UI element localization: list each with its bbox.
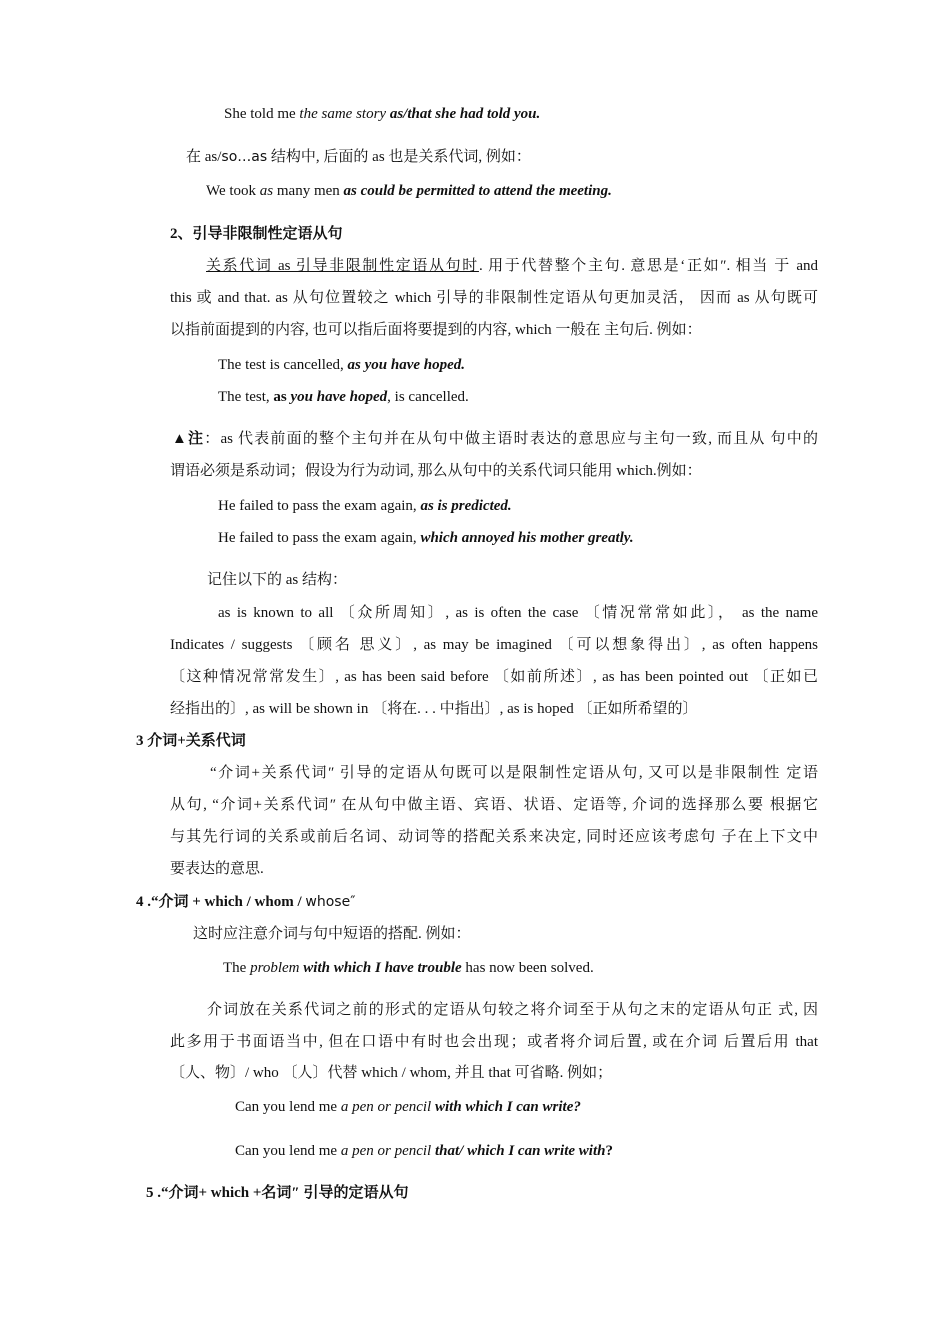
text-bold: ? (605, 1143, 613, 1159)
paragraph-1-line-2: this 或 and that. as 从句位置较之 which 引导的非限制性定语从句更加灵活， 因而 as 从句既可 (170, 290, 818, 306)
text-bold-italic: as is predicted. (420, 498, 512, 514)
remember-heading: 记住以下的 as 结构： (207, 572, 347, 588)
example-many-men (206, 181, 612, 201)
as-list-line-1: as is known to all 〔众所周知〕, as is often the case 〔情况常常如此〕， as the name (218, 605, 818, 621)
text-bold-italic: with which I can write? (431, 1099, 581, 1115)
example-same-story (224, 104, 540, 124)
text-bold-italic: with which I have trouble (299, 960, 462, 976)
text: The test is cancelled, (218, 357, 348, 373)
paragraph-4: 这时应注意介词与句中短语的搭配. 例如： (193, 926, 471, 942)
text: He failed to pass the exam again, (218, 530, 421, 546)
example-with-which (235, 1097, 581, 1117)
text: The test, (218, 389, 274, 405)
text-bold-italic: as/that she had told you. (389, 106, 541, 122)
as-so-as-intro (186, 147, 531, 167)
text-italic: a pen or pencil (340, 1099, 432, 1115)
heading-3: 3 介词+关系代词 (136, 733, 246, 749)
paragraph-1-line-1 (206, 256, 818, 276)
note-line-2: 谓语必须是系动词；假设为行为动词, 那么从句中的关系代词只能用 which.例如： (170, 463, 702, 479)
paragraph-3-line-3: 与其先行词的关系或前后名词、动词等的搭配关系来决定, 同时还应该考虑句 子在上下文中 (170, 829, 818, 845)
example-write-with (235, 1141, 613, 1161)
as-list-line-2: Indicates / suggests 〔顾名 思义〕, as may be imagined 〔可以想象得出〕, as often happens (170, 637, 818, 653)
example-problem (223, 958, 594, 978)
example-test-cancelled (218, 355, 465, 375)
text: many men (273, 183, 344, 199)
note-label: ▲注 (172, 431, 205, 447)
paragraph-5-line-2: 此多用于书面语当中, 但在口语中有时也会出现；或者将介词后置, 或在介词 后置后用 that (170, 1034, 818, 1050)
text: ：as 代表前面的整个主句并在从句中做主语时表达的意思应与主句一致, 而且从 句中的 (204, 431, 818, 447)
paragraph-3-line-2: 从句, “介词+关系代词″ 在从句中做主语、宾语、状语、定语等, 介词的选择那么要 根据它 (170, 797, 818, 813)
text: The (223, 960, 251, 976)
example-test-as-hoped (218, 387, 469, 407)
text: has now been solved. (461, 960, 594, 976)
text: 结构中, 后面的 as 也是关系代词, 例如： (267, 149, 531, 165)
text: She told me (224, 106, 300, 122)
text-whose: whose″ (305, 894, 356, 910)
text-bold: as (273, 389, 291, 405)
text: We took (206, 183, 260, 199)
text: , is cancelled. (387, 389, 469, 405)
text-italic: a pen or pencil (340, 1143, 432, 1159)
paragraph-1-line-3: 以指前面提到的内容, 也可以指后面将要提到的内容, which 一般在 主句后. 例如： (170, 322, 702, 338)
text: 4 .“介词 + which / whom / (136, 894, 306, 910)
paragraph-3-line-1: “介词+关系代词″ 引导的定语从句既可以是限制性定语从句, 又可以是非限制性 定语 (210, 765, 818, 781)
heading-2: 2、引导非限制性定语从句 (170, 226, 343, 242)
heading-5: 5 .“介词+ which +名词″ 引导的定语从句 (146, 1185, 409, 1201)
example-as-predicted (218, 496, 512, 516)
text: Can you lend me (235, 1099, 341, 1115)
text-bold-italic: which annoyed his mother greatly. (420, 530, 634, 546)
example-which-annoyed (218, 528, 634, 548)
paragraph-5-line-3: 〔人、物〕/ who 〔人〕代替 which / whom, 并且 that 可省略. 例如； (170, 1065, 613, 1081)
text-italic: the same story (299, 106, 390, 122)
note-line-1 (172, 429, 818, 449)
text: He failed to pass the exam again, (218, 498, 421, 514)
text: Can you lend me (235, 1143, 341, 1159)
as-list-line-4: 经指出的〕, as will be shown in 〔将在. . . 中指出〕, as is hoped 〔正如所希望的〕 (170, 701, 698, 717)
text-bold-italic: as could be permitted to attend the meeting. (343, 183, 612, 199)
as-list-line-3: 〔这种情况常常发生〕, as has been said before 〔如前所述〕, as has been pointed out 〔正如已 (170, 669, 818, 685)
text-so-as: so…as (221, 149, 268, 165)
text-bold-italic: as you have hoped. (347, 357, 466, 373)
text-italic: problem (250, 960, 300, 976)
text-underlined: 关系代词 as 引导非限制性定语从句时 (206, 258, 479, 274)
text-bold-italic: you have hoped (290, 389, 388, 405)
paragraph-5-line-1: 介词放在关系代词之前的形式的定语从句较之将介词至于从句之末的定语从句正 式, 因 (207, 1002, 818, 1018)
text: . 用于代替整个主句. 意思是‘正如″. 相当 于 and (478, 258, 818, 274)
text: 在 as/ (186, 149, 222, 165)
text-bold-italic: that/ which I can write with (431, 1143, 606, 1159)
text-italic: as (259, 183, 274, 199)
heading-4 (136, 892, 355, 912)
paragraph-3-line-4: 要表达的意思. (170, 861, 264, 877)
